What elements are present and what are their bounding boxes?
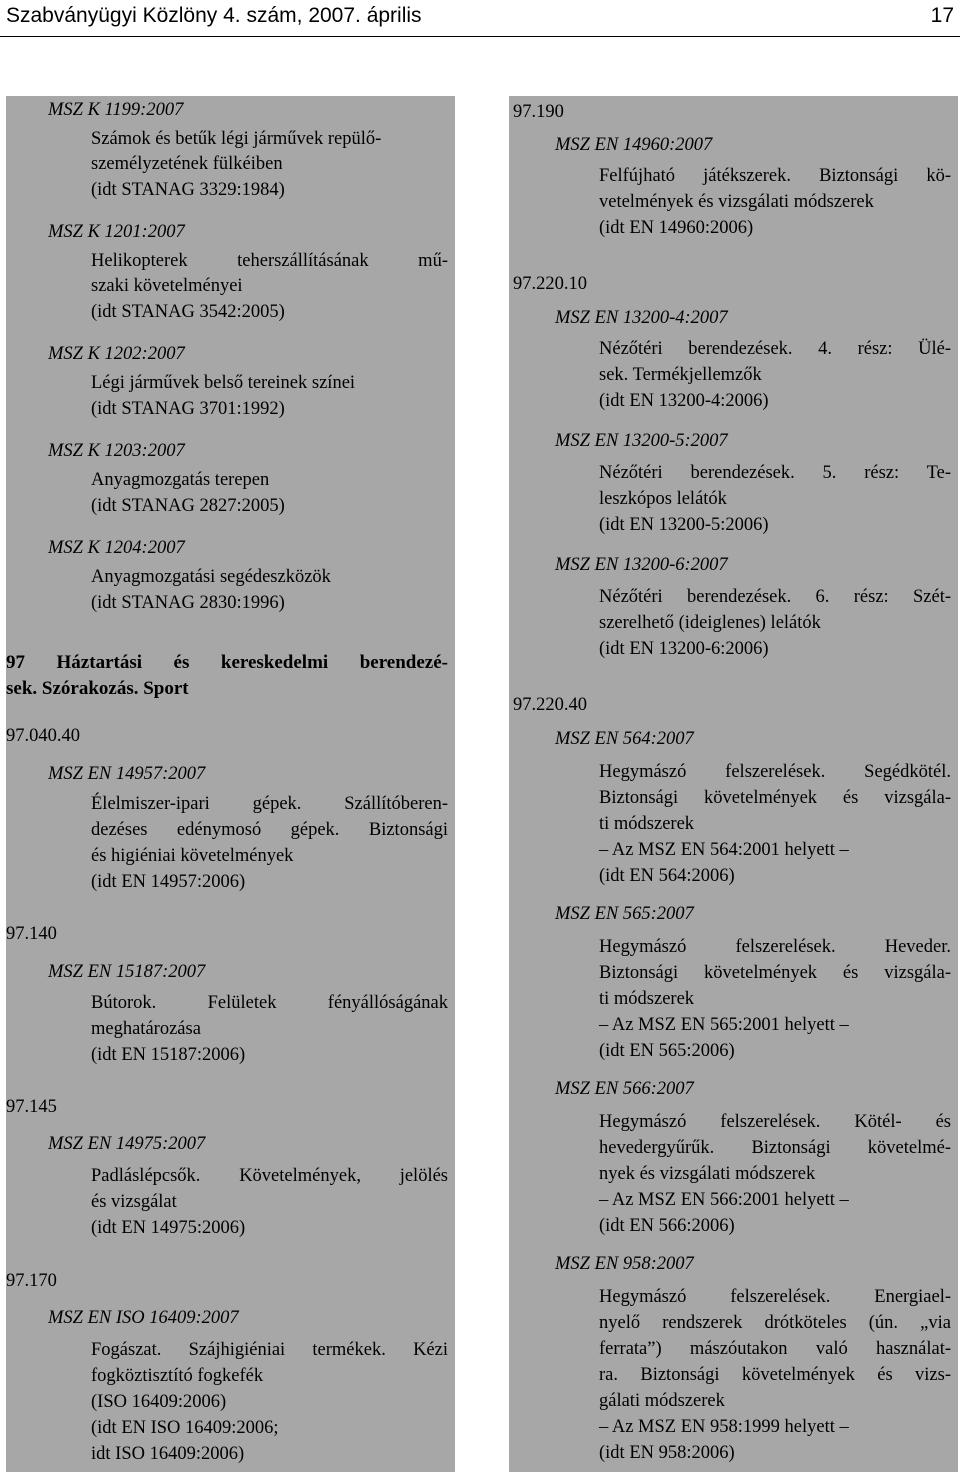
page-number: 17 <box>930 4 954 27</box>
standard-title: Felfújható játékszerek. Biztonsági kö- <box>599 166 951 186</box>
standard-title: Nézőtéri berendezések. 4. rész: Ülé- <box>599 339 951 359</box>
standard-title: Légi járművek belső tereinek színei <box>91 373 356 393</box>
section-heading: 97 Háztartási és kereskedelmi berendezé- <box>6 652 448 673</box>
standard-code: MSZ K 1204:2007 <box>48 538 185 558</box>
standard-ref: (idt STANAG 3701:1992) <box>91 399 285 419</box>
standard-code: MSZ K 1202:2007 <box>48 344 185 364</box>
standard-ref: (idt EN 13200-6:2006) <box>599 639 769 659</box>
standard-title: Biztonsági követelmények és vizsgála- <box>599 963 951 983</box>
standard-ref: (idt EN 14957:2006) <box>91 872 246 892</box>
standard-code: MSZ K 1199:2007 <box>48 100 184 120</box>
replaces-note: – Az MSZ EN 564:2001 helyett – <box>599 840 849 860</box>
standard-title: és higiéniai követelmények <box>91 846 294 866</box>
standard-code: MSZ EN 13200-4:2007 <box>555 308 728 328</box>
standard-title: ti módszerek <box>599 989 695 1009</box>
standard-code: MSZ EN 564:2007 <box>555 729 694 749</box>
standard-code: MSZ EN 958:2007 <box>555 1254 694 1274</box>
standard-code: MSZ EN 14960:2007 <box>555 135 713 155</box>
replaces-note: – Az MSZ EN 566:2001 helyett – <box>599 1190 849 1210</box>
standard-ref: (idt STANAG 3329:1984) <box>91 180 285 200</box>
standard-ref: (idt STANAG 2830:1996) <box>91 593 285 613</box>
standard-code: MSZ EN 14975:2007 <box>48 1134 206 1154</box>
standard-title: ti módszerek <box>599 814 695 834</box>
standard-title: Helikopterek teherszállításának mű- <box>91 251 448 271</box>
standard-code: MSZ K 1201:2007 <box>48 222 185 242</box>
standard-title: meghatározása <box>91 1019 201 1039</box>
standard-ref: (idt EN 565:2006) <box>599 1041 735 1061</box>
standard-title: Anyagmozgatás terepen <box>91 470 270 490</box>
standard-title: Fogászat. Szájhigiéniai termékek. Kézi <box>91 1340 448 1360</box>
standard-ref: (idt EN 13200-4:2006) <box>599 391 769 411</box>
standard-title: Bútorok. Felületek fényállóságának <box>91 993 448 1013</box>
section-heading: sek. Szórakozás. Sport <box>6 678 189 699</box>
ics-number: 97.220.40 <box>513 695 587 715</box>
standard-title: fogköztisztító fogkefék <box>91 1366 264 1386</box>
standard-title: Nézőtéri berendezések. 5. rész: Te- <box>599 463 951 483</box>
standard-code: MSZ EN 13200-5:2007 <box>555 431 728 451</box>
standard-title: Biztonsági követelmények és vizsgála- <box>599 788 951 808</box>
standard-title: Hegymászó felszerelések. Energiael- <box>599 1287 951 1307</box>
standard-code: MSZ EN ISO 16409:2007 <box>48 1308 239 1328</box>
standard-title: Anyagmozgatási segédeszközök <box>91 567 331 587</box>
standard-title: Számok és betűk légi járművek repülő- <box>91 129 382 149</box>
standard-ref: (idt STANAG 3542:2005) <box>91 302 285 322</box>
standard-title: szaki követelményei <box>91 276 243 296</box>
journal-title: Szabványügyi Közlöny 4. szám, 2007. április <box>6 4 422 27</box>
standard-title: dezéses edénymosó gépek. Biztonsági <box>91 820 448 840</box>
standard-ref: (idt EN 14975:2006) <box>91 1218 246 1238</box>
standard-title: nyelő rendszerek drótköteles (ún. „via <box>599 1313 951 1333</box>
standard-code: MSZ EN 14957:2007 <box>48 764 206 784</box>
standard-title: Nézőtéri berendezések. 6. rész: Szét- <box>599 587 951 607</box>
standard-title: gálati módszerek <box>599 1391 725 1411</box>
standard-title: vetelmények és vizsgálati módszerek <box>599 192 874 212</box>
standard-ref: (idt EN 15187:2006) <box>91 1045 246 1065</box>
right-column <box>509 96 958 1472</box>
standard-ref: (idt EN 14960:2006) <box>599 218 754 238</box>
standard-code: MSZ K 1203:2007 <box>48 441 185 461</box>
replaces-note: – Az MSZ EN 958:1999 helyett – <box>599 1417 849 1437</box>
ics-number: 97.170 <box>6 1271 57 1291</box>
standard-title: és vizsgálat <box>91 1192 177 1212</box>
standard-title: Hegymászó felszerelések. Heveder. <box>599 937 951 957</box>
standard-ref: (idt EN 566:2006) <box>599 1216 735 1236</box>
standard-title: személyzetének fülkéiben <box>91 154 283 174</box>
standard-title: nyek és vizsgálati módszerek <box>599 1164 816 1184</box>
standard-ref: (idt EN 564:2006) <box>599 866 735 886</box>
ics-number: 97.190 <box>513 102 564 122</box>
standard-ref: (idt EN ISO 16409:2006; <box>91 1418 279 1438</box>
standard-ref: idt ISO 16409:2006) <box>91 1444 245 1464</box>
standard-title: szerelhető (ideiglenes) lelátók <box>599 613 821 633</box>
standard-code: MSZ EN 565:2007 <box>555 904 694 924</box>
standard-code: MSZ EN 13200-6:2007 <box>555 555 728 575</box>
page-header <box>0 0 960 37</box>
standard-title: ferrata”) mászóutakon való használat- <box>599 1339 951 1359</box>
standard-ref: (idt STANAG 2827:2005) <box>91 496 285 516</box>
standard-title: Padláslépcsők. Követelmények, jelölés <box>91 1166 448 1186</box>
standard-ref: (idt EN 958:2006) <box>599 1443 735 1463</box>
replaces-note: – Az MSZ EN 565:2001 helyett – <box>599 1015 849 1035</box>
standard-title: Élelmiszer-ipari gépek. Szállítóberen- <box>91 794 448 814</box>
standard-title: hevedergyűrűk. Biztonsági követelmé- <box>599 1138 951 1158</box>
standard-title: Hegymászó felszerelések. Segédkötél. <box>599 762 951 782</box>
ics-number: 97.145 <box>6 1097 57 1117</box>
standard-title: sek. Termékjellemzők <box>599 365 762 385</box>
standard-title: leszkópos lelátók <box>599 489 727 509</box>
standard-title: ra. Biztonsági követelmények és vizs- <box>599 1365 951 1385</box>
standard-code: MSZ EN 15187:2007 <box>48 962 206 982</box>
ics-number: 97.040.40 <box>6 726 80 746</box>
standard-ref: (ISO 16409:2006) <box>91 1392 227 1412</box>
left-column <box>6 96 455 1472</box>
standard-code: MSZ EN 566:2007 <box>555 1079 694 1099</box>
standard-ref: (idt EN 13200-5:2006) <box>599 515 769 535</box>
ics-number: 97.220.10 <box>513 274 587 294</box>
standard-title: Hegymászó felszerelések. Kötél- és <box>599 1112 951 1132</box>
ics-number: 97.140 <box>6 924 57 944</box>
